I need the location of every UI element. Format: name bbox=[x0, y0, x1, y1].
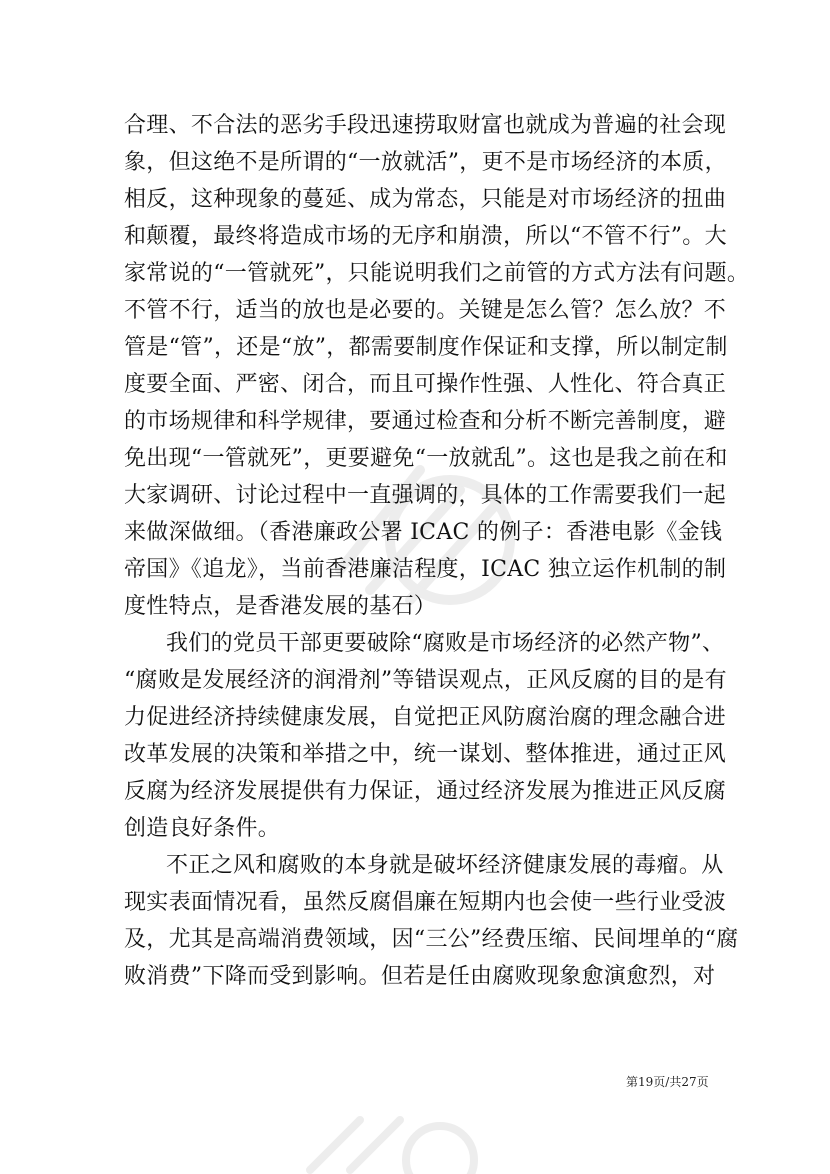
text-line: 败消费”下降而受到影响。但若是任由腐败现象愈演愈烈，对 bbox=[124, 964, 716, 989]
text-line: 帝国》《追龙》，当前香港廉洁程度，ICAC 独立运作机制的制 bbox=[124, 557, 727, 582]
text-line: 免出现“一管就死”，更要避免“一放就乱”。这也是我之前在和 bbox=[124, 446, 728, 471]
text-line: 度要全面、严密、闭合，而且可操作性强、人性化、符合真正 bbox=[124, 372, 727, 397]
text-line: 大家调研、讨论过程中一直强调的，具体的工作需要我们一起 bbox=[124, 483, 727, 508]
text-line: 来做深做细。（香港廉政公署 ICAC 的例子：香港电影《金钱 bbox=[124, 520, 723, 545]
text-line: 合理、不合法的恶劣手段迅速捞取财富也就成为普遍的社会现 bbox=[124, 113, 727, 138]
text-line: 相反，这种现象的蔓延、成为常态，只能是对市场经济的扭曲 bbox=[124, 187, 727, 212]
text-line: 及，尤其是高端消费领域，因“三公”经费压缩、民间埋单的“腐 bbox=[124, 927, 739, 952]
text-line: 力促进经济持续健康发展，自觉把正风防腐治腐的理念融合进 bbox=[124, 705, 727, 730]
text-line: 管是“管”，还是“放”，都需要制度作保证和支撑，所以制定制 bbox=[124, 335, 728, 360]
watermark-icon bbox=[290, 1110, 510, 1174]
paragraph-start-line: 不正之风和腐败的本身就是破坏经济健康发展的毒瘤。从 bbox=[166, 853, 724, 878]
paragraph-start-line: 我们的党员干部更要破除“腐败是市场经济的必然产物”、 bbox=[166, 631, 725, 656]
text-line: 不管不行，适当的放也是必要的。关键是怎么管？怎么放？不 bbox=[124, 298, 727, 323]
text-line: 改革发展的决策和举措之中，统一谋划、整体推进，通过正风 bbox=[124, 742, 727, 767]
text-line: 现实表面情况看，虽然反腐倡廉在短期内也会使一些行业受波 bbox=[124, 890, 727, 915]
text-line: 反腐为经济发展提供有力保证，通过经济发展为推进正风反腐 bbox=[124, 779, 727, 804]
text-line: 创造良好条件。 bbox=[124, 816, 281, 841]
text-line: 的市场规律和科学规律，要通过检查和分析不断完善制度，避 bbox=[124, 409, 727, 434]
text-line: 度性特点，是香港发展的基石） bbox=[124, 594, 437, 619]
page-number: 第19页/共27页 bbox=[626, 1075, 709, 1089]
text-line: “腐败是发展经济的润滑剂”等错误观点，正风反腐的目的是有 bbox=[124, 668, 727, 693]
text-line: 象，但这绝不是所谓的“一放就活”，更不是市场经济的本质， bbox=[124, 150, 727, 175]
text-line: 家常说的“一管就死”，只能说明我们之前管的方式方法有问题。 bbox=[124, 261, 750, 286]
text-line: 和颠覆，最终将造成市场的无序和崩溃，所以“不管不行”。大 bbox=[124, 224, 727, 249]
